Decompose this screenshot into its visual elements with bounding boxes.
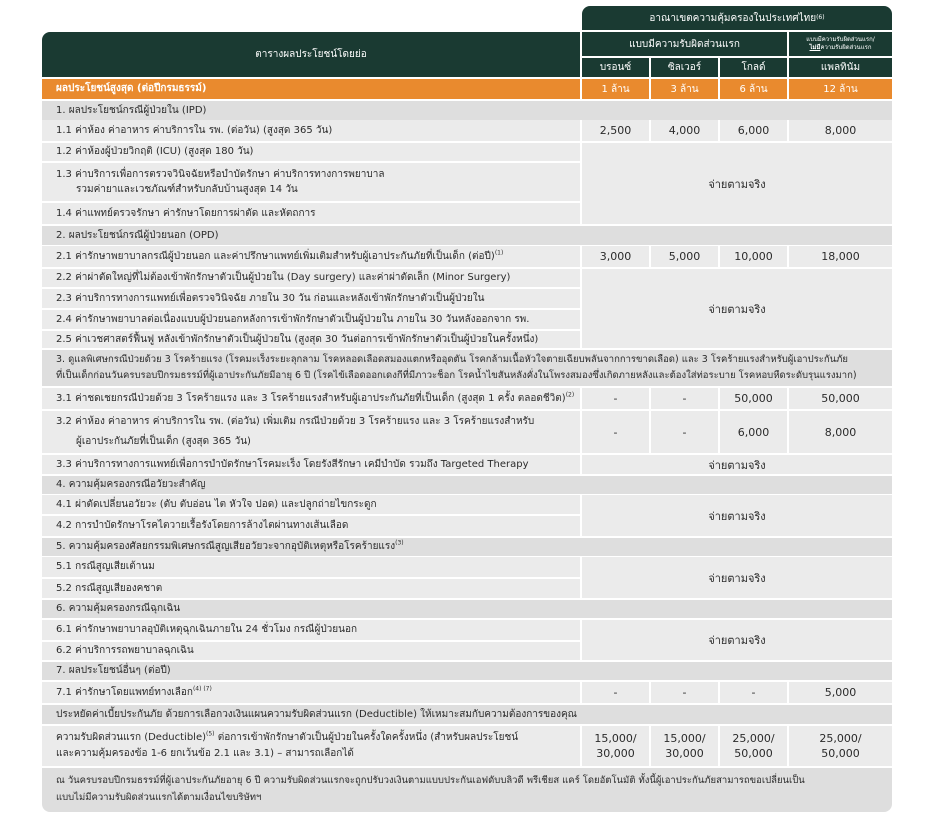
row-6-2: 6.2 ค่าบริการรถพยาบาลฉุกเฉิน xyxy=(42,642,580,660)
section-3-header: 3. ดูแลพิเศษกรณีป่วยด้วย 3 โรคร้ายแรง (โรคมะเร็งระยะลุกลาม โรคหลอดเลือดสมองแตกหรืออุดตัน โรคกล้ามเนื้อหัวใจตายเฉียบพลันจากการขาดเลือด) และ 3 โรคร้ายแรงสำหรับผู้เอาประกันภัย ที่เป็นเด็กก่อนวันครบรอบปีกรมธรรม์ที่ผู้เอาประกันภัยมีอายุ 6 ปี (โรคไข้เลือดออกเดงกีที่มีภาวะช็อก โรคน้ำไขสันหลังคั่งในโพรงสมองซึ่งเกิดภายหลังและต้องใส่ท่อระบาย โรคหอบหืดระดับรุนแรงมาก) xyxy=(42,350,892,386)
row-3-2-platinum: 8,000 xyxy=(789,411,892,453)
row-7-1-platinum: 5,000 xyxy=(789,682,892,703)
row-2-5: 2.5 ค่าเวชศาสตร์ฟื้นฟู หลังเข้าพักรักษาตัวเป็นผู้ป่วยใน (สูงสุด 30 วันต่อการเข้าพักรักษาตัวเป็นผู้ป่วยในครั้งหนึ่ง) xyxy=(42,331,580,348)
section-7-header: 7. ผลประโยชน์อื่นๆ (ต่อปี) xyxy=(42,662,892,680)
row-1-1-bronze: 2,500 xyxy=(582,120,649,141)
deductible-silver: 15,000/ 30,000 xyxy=(651,726,718,766)
row-1-1-silver: 4,000 xyxy=(651,120,718,141)
row-3-1-silver: - xyxy=(651,388,718,409)
row-4-1: 4.1 ผ่าตัดเปลี่ยนอวัยวะ (ตับ ตับอ่อน ไต หัวใจ ปอด) และปลูกถ่ายไขกระดูก xyxy=(42,495,580,514)
row-7-1: 7.1 ค่ารักษาโดยแพทย์ทางเลือก$^{(4) (7)}$ xyxy=(42,682,580,703)
row-3-3: 3.3 ค่าบริการทางการแพทย์เพื่อการบำบัดรักษาโรคมะเร็ง โดยรังสีรักษา เคมีบำบัด รวมถึง Targeted Therapy xyxy=(42,455,580,474)
row-1-1: 1.1 ค่าห้อง ค่าอาหาร ค่าบริการใน รพ. (ต่อวัน) (สูงสุด 365 วัน) xyxy=(42,120,580,141)
plan-bronze-header: บรอนซ์ xyxy=(582,58,649,77)
row-2-4: 2.4 ค่ารักษาพยาบาลต่อเนื่องแบบผู้ป่วยนอกหลังการเข้าพักรักษาตัวเป็นผู้ป่วยใน ภายใน 30 วันหลังออกจาก รพ. xyxy=(42,310,580,329)
max-benefit-platinum: 12 ล้าน xyxy=(789,79,892,99)
with-or-without-deductible-header: แบบมีความรับผิดส่วนแรก/ ไม่มีความรับผิดส่วนแรก xyxy=(789,32,892,56)
section-5-header: 5. ความคุ้มครองศัลยกรรมพิเศษกรณีสูญเสียอวัยวะจากอุบัติเหตุหรือโรคร้ายแรง$^{(3)}$ xyxy=(42,538,892,556)
section-1-header: 1. ผลประโยชน์กรณีผู้ป่วยใน (IPD) xyxy=(42,101,892,120)
section-6-actual-cell: จ่ายตามจริง xyxy=(582,620,892,660)
row-1-1-platinum: 8,000 xyxy=(789,120,892,141)
row-5-1: 5.1 กรณีสูญเสียเต้านม xyxy=(42,557,580,577)
row-7-1-gold: - xyxy=(720,682,787,703)
deductible-gold: 25,000/ 50,000 xyxy=(720,726,787,766)
with-deductible-header: แบบมีความรับผิดส่วนแรก xyxy=(582,32,787,56)
section-1-actual-cell: จ่ายตามจริง xyxy=(582,143,892,224)
max-benefit-gold: 6 ล้าน xyxy=(720,79,787,99)
row-2-1: 2.1 ค่ารักษาพยาบาลกรณีผู้ป่วยนอก และค่าปรึกษาแพทย์เพิ่มเติมสำหรับผู้เอาประกันภัยที่เป็นเด็ก (ต่อปี)$^{(1)}$ xyxy=(42,246,580,267)
row-3-2-silver: - xyxy=(651,411,718,453)
coverage-area-label: อาณาเขตความคุ้มครองในประเทศไทย xyxy=(649,12,817,24)
row-3-2-gold: 6,000 xyxy=(720,411,787,453)
max-benefit-bronze: 1 ล้าน xyxy=(582,79,649,99)
row-2-2: 2.2 ค่าผ่าตัดใหญ่ที่ไม่ต้องเข้าพักรักษาตัวเป็นผู้ป่วยใน (Day surgery) และค่าผ่าตัดเล็ก (Minor Surgery) xyxy=(42,269,580,287)
section-2-actual-cell: จ่ายตามจริง xyxy=(582,269,892,348)
max-benefit-silver: 3 ล้าน xyxy=(651,79,718,99)
row-2-1-platinum: 18,000 xyxy=(789,246,892,267)
table-title-header xyxy=(42,32,580,77)
row-7-1-silver: - xyxy=(651,682,718,703)
row-7-1-bronze: - xyxy=(582,682,649,703)
row-5-2: 5.2 กรณีสูญเสียองคชาต xyxy=(42,579,580,598)
row-3-1-platinum: 50,000 xyxy=(789,388,892,409)
row-3-1-gold: 50,000 xyxy=(720,388,787,409)
row-3-2: 3.2 ค่าห้อง ค่าอาหาร ค่าบริการใน รพ. (ต่อวัน) เพิ่มเติม กรณีป่วยด้วย 3 โรคร้ายแรง และ 3 โรคร้ายแรงสำหรับ ผู้เอาประกันภัยที่เป็นเด็ก (สูงสุด 365 วัน) xyxy=(42,411,580,453)
row-6-1: 6.1 ค่ารักษาพยาบาลอุบัติเหตุฉุกเฉินภายใน 24 ชั่วโมง กรณีผู้ป่วยนอก xyxy=(42,620,580,640)
deductible-platinum: 25,000/ 50,000 xyxy=(789,726,892,766)
section-2-header: 2. ผลประโยชน์กรณีผู้ป่วยนอก (OPD) xyxy=(42,226,892,245)
row-2-1-bronze: 3,000 xyxy=(582,246,649,267)
row-2-1-gold: 10,000 xyxy=(720,246,787,267)
deductible-bronze: 15,000/ 30,000 xyxy=(582,726,649,766)
row-2-3: 2.3 ค่าบริการทางการแพทย์เพื่อตรวจวินิจฉัย ภายใน 30 วัน ก่อนและหลังเข้าพักรักษาตัวเป็นผู้ป่วยใน xyxy=(42,289,580,308)
row-1-2: 1.2 ค่าห้องผู้ป่วยวิกฤติ (ICU) (สูงสุด 180 วัน) xyxy=(42,143,580,161)
row-3-1: 3.1 ค่าชดเชยกรณีป่วยด้วย 3 โรคร้ายแรง และ 3 โรคร้ายแรงสำหรับผู้เอาประกันภัยที่เป็นเด็ก (สูงสุด 1 ครั้ง ตลอดชีวิต)$^{(2)}$ xyxy=(42,388,580,409)
row-1-3: 1.3 ค่าบริการเพื่อการตรวจวินิจฉัยหรือบำบัดรักษา ค่าบริการทางการพยาบาล รวมค่ายาและเวชภัณฑ์สำหรับกลับบ้านสูงสุด 14 วัน xyxy=(42,163,580,201)
plan-platinum-header: แพลทินัม xyxy=(789,58,892,77)
section-4-actual-cell: จ่ายตามจริง xyxy=(582,495,892,536)
row-1-1-gold: 6,000 xyxy=(720,120,787,141)
table-title: ตารางผลประโยชน์โดยย่อ xyxy=(255,49,367,60)
deductible-row: ความรับผิดส่วนแรก (Deductible)$^{(5)}$ ต่อการเข้าพักรักษาตัวเป็นผู้ป่วยในครั้งใดครั้งหนึ่ง (สำหรับผลประโยชน์ และความคุ้มครองข้อ 1-6 ยกเว้นข้อ 2.1 และ 3.1) – สามารถเลือกได้ xyxy=(42,726,580,766)
plan-gold-header: โกลด์ xyxy=(720,58,787,77)
row-4-2: 4.2 การบำบัดรักษาโรคไตวายเรื้อรังโดยการล้างไตผ่านทางเส้นเลือด xyxy=(42,516,580,536)
row-2-1-silver: 5,000 xyxy=(651,246,718,267)
section-5-actual-cell: จ่ายตามจริง xyxy=(582,557,892,598)
row-3-2-bronze: - xyxy=(582,411,649,453)
footnote: ณ วันครบรอบปีกรมธรรม์ที่ผู้เอาประกันภัยอายุ 6 ปี ความรับผิดส่วนแรกจะถูกปรับวงเงินตามแบบประกันเอฟดับบลิวดี พรีเชียส แคร์ โดยอัตโนมัติ ทั้งนี้ผู้เอาประกันภัยสามารถขอเปลี่ยนเป็น แบบไม่มีความรับผิดส่วนแรกได้ตามเงื่อนไขบริษัทฯ xyxy=(42,768,892,812)
section-6-header: 6. ความคุ้มครองกรณีฉุกเฉิน xyxy=(42,600,892,618)
plan-silver-header: ซิลเวอร์ xyxy=(651,58,718,77)
row-3-1-bronze: - xyxy=(582,388,649,409)
row-3-3-actual-cell: จ่ายตามจริง xyxy=(582,455,892,474)
row-1-4: 1.4 ค่าแพทย์ตรวจรักษา ค่ารักษาโดยการผ่าตัด และหัตถการ xyxy=(42,203,580,224)
deductible-header: ประหยัดค่าเบี้ยประกันภัย ด้วยการเลือกวงเงินแผนความรับผิดส่วนแรก (Deductible) ให้เหมาะสมกับความต้องการของคุณ xyxy=(42,705,892,724)
coverage-area-header: อาณาเขตความคุ้มครองในประเทศไทย (6) xyxy=(582,6,892,30)
max-benefit-row: ผลประโยชน์สูงสุด (ต่อปีกรมธรรม์) xyxy=(42,79,580,99)
section-4-header: 4. ความคุ้มครองกรณีอวัยวะสำคัญ xyxy=(42,476,892,494)
